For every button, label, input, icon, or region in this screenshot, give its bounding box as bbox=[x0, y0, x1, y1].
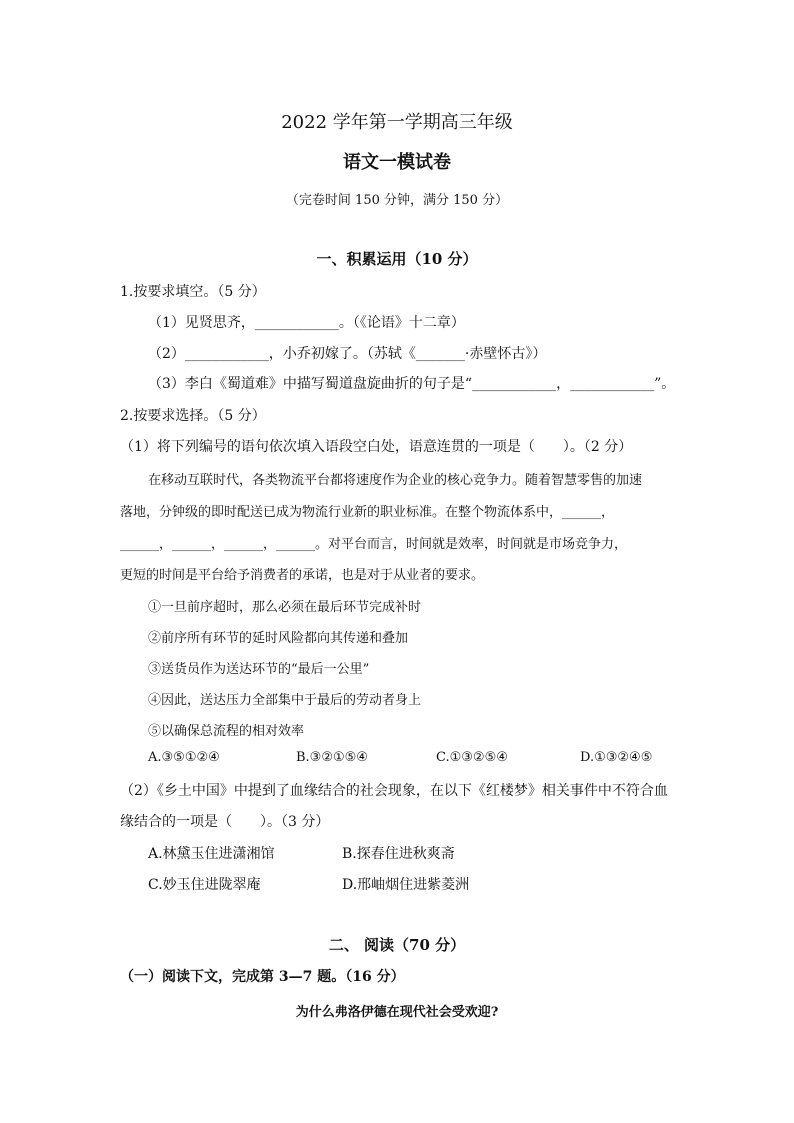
choice2-c: C.妙玉住进陇翠庵 bbox=[148, 877, 261, 893]
q1-item-1: （1）见贤思齐，____________。（《论语》十二章） bbox=[148, 315, 465, 331]
q2-sub2-line1: （2）《乡土中国》中提到了血缘结合的社会现象，在以下《红楼梦》相关事件中不符合血 bbox=[120, 783, 668, 799]
sentence-2: ②前序所有环节的延时风险都向其传递和叠加 bbox=[148, 631, 409, 646]
passage-line-2: 落地，分钟级的即时配送已成为物流行业新的职业标准。在整个物流体系中，______， bbox=[120, 505, 615, 520]
passage-line-4: 更短的时间是平台给予消费者的承诺，也是对于从业者的要求。 bbox=[120, 568, 485, 583]
q2-sub2-line2: 缘结合的一项是（ ）。（3 分） bbox=[120, 814, 330, 830]
exam-note: （完卷时间 150 分钟，满分 150 分） bbox=[285, 193, 509, 208]
choice2-b: B.探春住进秋爽斋 bbox=[342, 846, 455, 862]
passage-line-3: ______，______，______，______。对平台而言，时间就是效率，时间就是市场竞争力， bbox=[120, 537, 628, 552]
q1-stem: 1.按要求填空。（5 分） bbox=[120, 284, 266, 300]
q2-stem: 2.按要求选择。（5 分） bbox=[120, 408, 266, 424]
sentence-5: ⑤以确保总流程的相对效率 bbox=[148, 724, 305, 739]
section2-heading: 二、 阅读（70 分） bbox=[328, 936, 466, 954]
q1-item-3: （3）李白《蜀道难》中描写蜀道盘旋曲折的句子是“____________，____________”。 bbox=[148, 376, 676, 392]
q2-sub1: （1）将下列编号的语句依次填入语段空白处，语意连贯的一项是（ ）。（2 分） bbox=[120, 439, 633, 455]
section2-part1: （一）阅读下文，完成第 3—7 题。（16 分） bbox=[120, 969, 405, 985]
choice1-d: D.①③②④⑤ bbox=[580, 750, 653, 765]
exam-subtitle: 语文一模试卷 bbox=[343, 152, 451, 173]
exam-title: 2022 学年第一学期高三年级 bbox=[281, 112, 513, 133]
section1-heading: 一、积累运用（10 分） bbox=[316, 250, 478, 268]
sentence-1: ①一旦前序超时，那么必须在最后环节完成补时 bbox=[148, 600, 422, 615]
passage-line-1: 在移动互联时代，各类物流平台都将速度作为企业的核心竞争力。随着智慧零售的加速 bbox=[148, 473, 643, 488]
q1-item-2: （2）____________，小乔初嫁了。（苏轼《_______·赤壁怀古》） bbox=[148, 346, 547, 362]
choice1-b: B.③②①⑤④ bbox=[296, 750, 368, 765]
sentence-3: ③送货员作为送达环节的“最后一公里” bbox=[148, 662, 370, 677]
choice1-c: C.①③②⑤④ bbox=[436, 750, 508, 765]
sentence-4: ④因此，送达压力全部集中于最后的劳动者身上 bbox=[148, 693, 422, 708]
choice2-d: D.邢岫烟住进紫菱洲 bbox=[342, 877, 470, 893]
article-title: 为什么弗洛伊德在现代社会受欢迎? bbox=[295, 1005, 499, 1020]
choice1-a: A.③⑤①②④ bbox=[148, 750, 220, 765]
choice2-a: A.林黛玉住进潇湘馆 bbox=[148, 846, 275, 862]
